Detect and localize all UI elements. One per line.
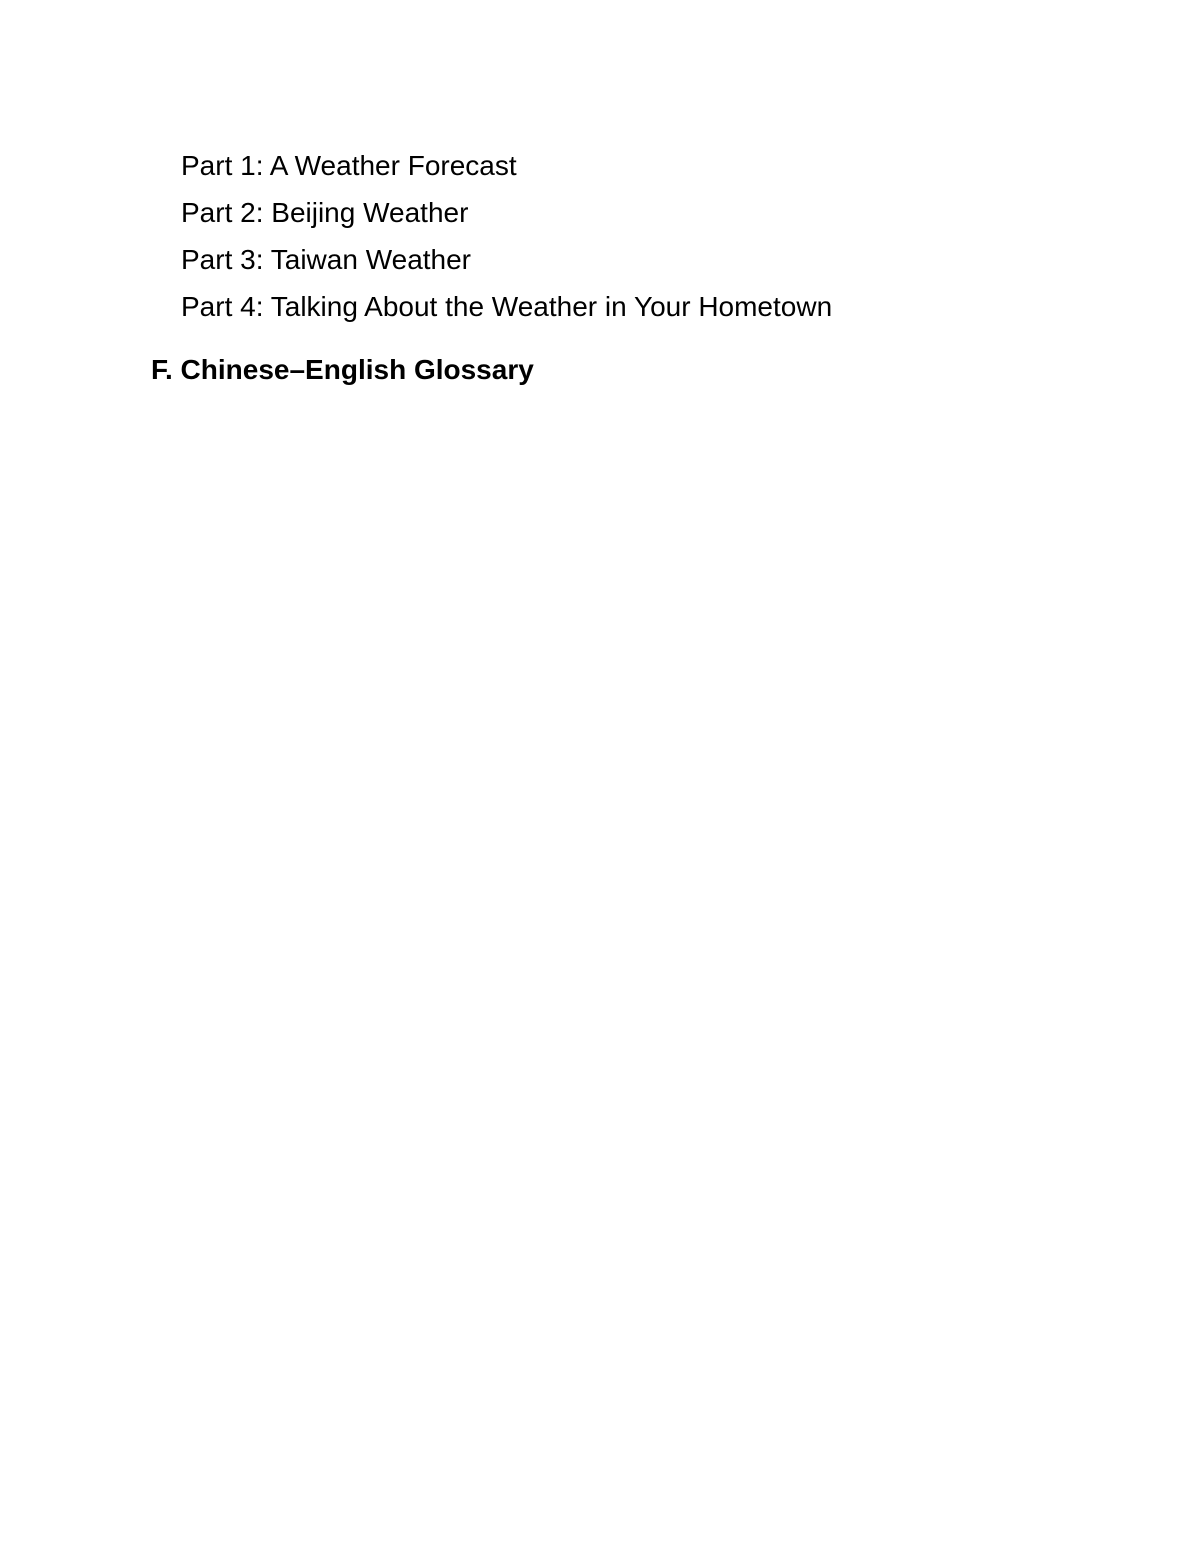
toc-item-part-3: Part 3: Taiwan Weather	[181, 244, 472, 275]
toc-item-part-1: Part 1: A Weather Forecast	[181, 150, 517, 181]
toc-item-part-2: Part 2: Beijing Weather	[181, 197, 469, 228]
table-of-contents	[181, 142, 832, 330]
section-heading-glossary: F. Chinese–English Glossary	[151, 354, 534, 385]
toc-item-part-4: Part 4: Talking About the Weather in Your Hometown	[181, 291, 833, 322]
